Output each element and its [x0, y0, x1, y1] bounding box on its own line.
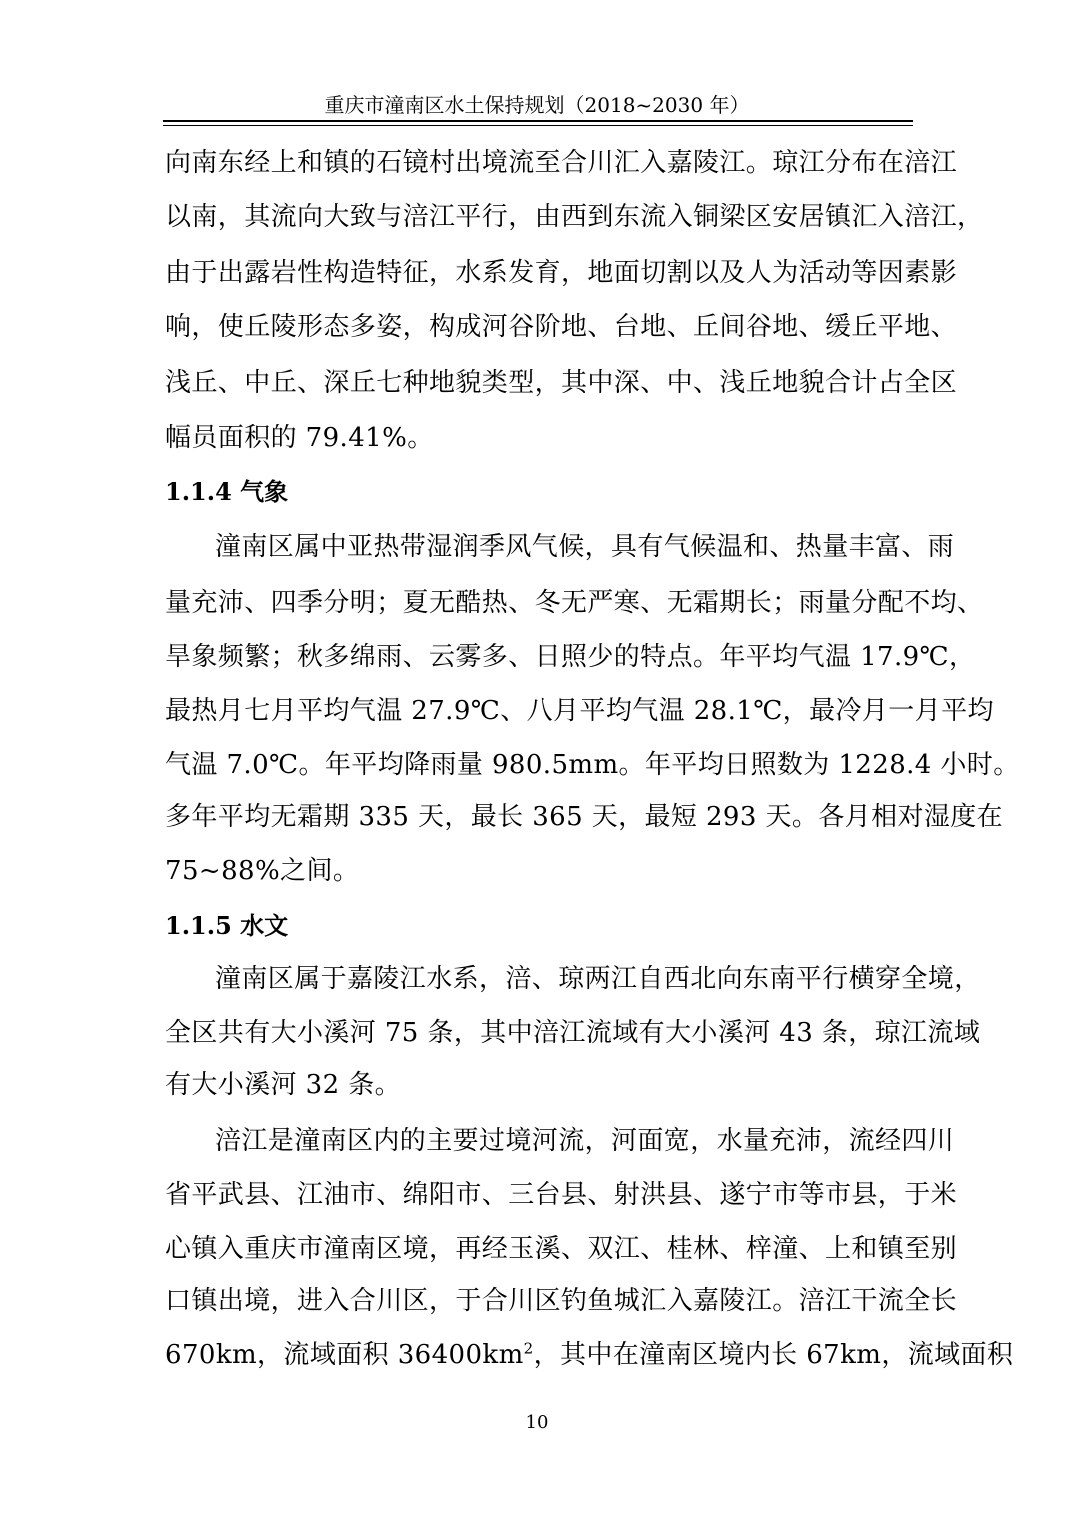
text-line: 潼南区属于嘉陵江水系，涪、琼两江自西北向东南平行横穿全境， [215, 964, 981, 994]
text-line [165, 1338, 1013, 1372]
section-heading-climate: 1.1.4 气象 [165, 477, 289, 506]
text-line: 气温 7.0℃。年平均降雨量 980.5mm。年平均日照数为 1228.4 小时。 [165, 750, 1020, 780]
page-number: 10 [525, 1412, 549, 1433]
text-line: 省平武县、江油市、绵阳市、三台县、射洪县、遂宁市等市县，于米 [165, 1180, 958, 1210]
text-line: 量充沛、四季分明；夏无酷热、冬无严寒、无霜期长；雨量分配不均、 [165, 588, 984, 618]
text-segment: 670km，流域面积 36400km [165, 1340, 524, 1370]
section-heading-hydrology: 1.1.5 水文 [165, 911, 289, 940]
text-line: 涪江是潼南区内的主要过境河流，河面宽，水量充沛，流经四川 [215, 1126, 955, 1156]
text-line: 多年平均无霜期 335 天，最长 365 天，最短 293 天。各月相对湿度在 [165, 802, 1004, 832]
header-rule-thick [163, 120, 913, 122]
text-line: 口镇出境，进入合川区，于合川区钓鱼城汇入嘉陵江。涪江干流全长 [165, 1286, 958, 1316]
header-rule-thin [163, 125, 913, 126]
text-segment: ，其中在潼南区境内长 67km，流域面积 [533, 1340, 1014, 1370]
text-line: 以南，其流向大致与涪江平行，由西到东流入铜梁区安居镇汇入涪江， [165, 202, 984, 232]
superscript: 2 [523, 1339, 534, 1358]
text-line: 全区共有大小溪河 75 条，其中涪江流域有大小溪河 43 条，琼江流域 [165, 1018, 981, 1048]
text-line: 浅丘、中丘、深丘七种地貌类型，其中深、中、浅丘地貌合计占全区 [165, 368, 958, 398]
text-line: 响，使丘陵形态多姿，构成河谷阶地、台地、丘间谷地、缓丘平地、 [165, 312, 958, 342]
text-line: 向南东经上和镇的石镜村出境流至合川汇入嘉陵江。琼江分布在涪江 [165, 148, 958, 178]
page-header: 重庆市潼南区水土保持规划（2018~2030 年） [324, 93, 750, 117]
text-line: 幅员面积的 79.41%。 [165, 423, 434, 453]
text-line: 最热月七月平均气温 27.9℃、八月平均气温 28.1℃，最冷月一月平均 [165, 696, 994, 726]
text-line: 75~88%之间。 [165, 856, 360, 886]
text-line: 由于出露岩性构造特征，水系发育，地面切割以及人为活动等因素影 [165, 258, 958, 288]
text-line: 潼南区属中亚热带湿润季风气候，具有气候温和、热量丰富、雨 [215, 532, 955, 562]
text-line: 有大小溪河 32 条。 [165, 1070, 402, 1100]
text-line: 心镇入重庆市潼南区境，再经玉溪、双江、桂林、梓潼、上和镇至别 [165, 1234, 958, 1264]
text-line: 旱象频繁；秋多绵雨、云雾多、日照少的特点。年平均气温 17.9℃， [165, 642, 976, 672]
